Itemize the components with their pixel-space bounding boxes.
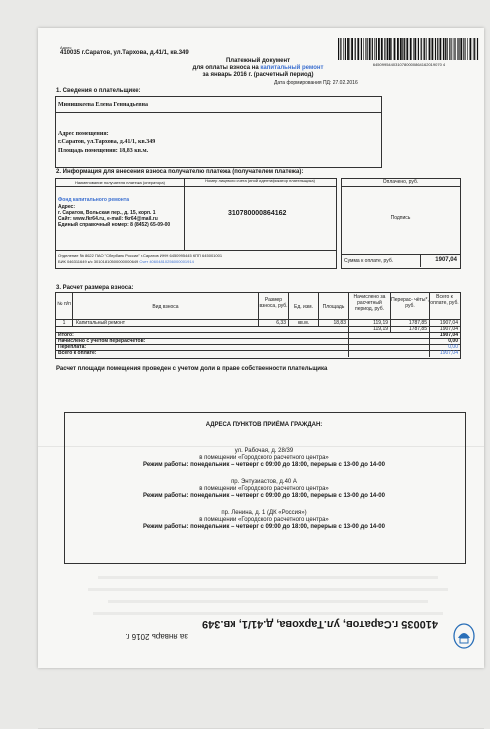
barcode-bar bbox=[443, 38, 444, 60]
barcode-bar bbox=[454, 38, 455, 60]
barcode-bar bbox=[384, 38, 385, 60]
barcode-bar bbox=[460, 38, 462, 60]
divider bbox=[341, 254, 460, 255]
account-header: Номер лицевого счета (иной идентификатор плательщика) bbox=[205, 178, 315, 183]
doc-subtitle bbox=[138, 65, 378, 72]
bank-details: Отделение № 8622 ПАО "Сбербанк России" г.Саратов ИНН 6450995445 КПП 645001001 bbox=[58, 253, 223, 258]
barcode-bar bbox=[400, 38, 402, 60]
office-place: в помещении «Городского расчетного центра» bbox=[199, 517, 329, 523]
barcode bbox=[338, 38, 480, 60]
row-recalc: 1787,85 bbox=[408, 320, 427, 326]
barcode-bar bbox=[402, 38, 403, 60]
barcode-bar bbox=[389, 38, 391, 60]
back-address: 410035 г.Саратов, ул.Тархова, д.41/1, кв.349 bbox=[202, 618, 438, 630]
row-unit: кв.м. bbox=[297, 320, 310, 326]
barcode-bar bbox=[351, 38, 353, 60]
show-through bbox=[88, 588, 448, 591]
formed-date: Дата формирования ПД: 27.02.2016 bbox=[274, 80, 358, 86]
divider bbox=[55, 250, 336, 251]
barcode-bar bbox=[459, 38, 460, 60]
barcode-bar bbox=[463, 38, 464, 60]
divider bbox=[55, 344, 460, 345]
barcode-bar bbox=[376, 38, 377, 60]
office-hours: Режим работы: понедельник – четверг с 09:00 до 18:00, перерыв с 13-00 до 14-00 bbox=[143, 462, 385, 468]
row-rate: 6,33 bbox=[276, 320, 286, 326]
signature-label: Подпись bbox=[390, 215, 411, 221]
doc-period: за январь 2016 г. (расчетный период) bbox=[202, 72, 314, 78]
col-header-num: № п/п bbox=[57, 301, 71, 307]
barcode-bar bbox=[447, 38, 448, 60]
barcode-bar bbox=[457, 38, 458, 60]
barcode-bar bbox=[455, 38, 456, 60]
subtotal-charged: 119,19 bbox=[373, 326, 388, 332]
row-type: Капитальный ремонт bbox=[76, 320, 126, 326]
bank-bik: БИК 046311649 к/с 30101810500000000649 bbox=[58, 259, 140, 264]
barcode-bar bbox=[381, 38, 383, 60]
office-address: ул. Рабочая, д. 28/39 bbox=[234, 448, 294, 454]
barcode-bar bbox=[451, 38, 452, 60]
payer-name: Минишкеева Елена Геннадьевна bbox=[58, 102, 148, 108]
divider bbox=[55, 112, 381, 113]
barcode-bar bbox=[440, 38, 442, 60]
office-address: пр. Энтузиастов, д.40 А bbox=[231, 479, 297, 485]
row-num: 1 bbox=[62, 320, 66, 326]
subtotal-recalc: 1787,85 bbox=[408, 326, 427, 332]
barcode-bar bbox=[410, 38, 412, 60]
barcode-number: 6450995440310780000864162019070 4 bbox=[372, 62, 446, 67]
col-header-type: Вид взноса bbox=[152, 304, 179, 310]
offices-title: АДРЕСА ПУНКТОВ ПРИЁМА ГРАЖДАН: bbox=[205, 422, 323, 428]
office-2 bbox=[64, 479, 464, 500]
barcode-bar bbox=[394, 38, 396, 60]
barcode-bar bbox=[426, 38, 427, 60]
barcode-bar bbox=[357, 38, 359, 60]
barcode-bar bbox=[367, 38, 368, 60]
overpay-label: Переплата: bbox=[58, 344, 87, 350]
account-number: 310780000864162 bbox=[228, 210, 287, 217]
address-value: г.Саратов, ул.Тархова, д.41/1, кв.349 bbox=[58, 139, 156, 145]
barcode-bar bbox=[453, 38, 454, 60]
barcode-bar bbox=[445, 38, 446, 60]
office-1 bbox=[64, 448, 464, 469]
sum-label: Сумма к оплате, руб. bbox=[344, 258, 394, 264]
row-total: 1907,04 bbox=[439, 320, 458, 326]
barcode-bar bbox=[449, 38, 450, 60]
col-header-rate: Размер взноса, руб. bbox=[259, 297, 288, 309]
fund-name: Фонд капитального ремонта bbox=[58, 197, 130, 203]
recipient-section-title: 2. Информация для внесения взноса получателю платежа (получателем платежа): bbox=[56, 169, 304, 175]
fund-phone: Единый справочный номер: 8 (8452) 65-09-00 bbox=[58, 222, 171, 228]
barcode-bar bbox=[414, 38, 416, 60]
recipient-name-header: Наименование получателя платежа (оператора) bbox=[75, 180, 165, 185]
show-through bbox=[93, 612, 443, 615]
office-place: в помещении «Городского расчетного центра» bbox=[199, 455, 329, 461]
sum-value: 1907,04 bbox=[435, 257, 457, 263]
barcode-bar bbox=[345, 38, 346, 60]
barcode-bar bbox=[365, 38, 366, 60]
col-header-total: Всего к оплате, руб. bbox=[430, 294, 459, 306]
barcode-bar bbox=[406, 38, 408, 60]
bank-account-link: Счет 40604810256000001914 bbox=[139, 259, 194, 264]
col-header-unit: Ед. изм. bbox=[294, 304, 313, 310]
divider bbox=[55, 186, 336, 187]
area-label: Площадь помещения: 18,83 кв.м. bbox=[58, 148, 149, 154]
barcode-bar bbox=[473, 38, 474, 60]
capital-repair-link: капитальный ремонт bbox=[260, 65, 324, 71]
address-label: Адрес помещения: bbox=[58, 131, 109, 137]
barcode-bar bbox=[343, 38, 344, 60]
col-header-recalc: Перерас- чёты*, руб. bbox=[391, 297, 429, 309]
recalc-value: 0,00 bbox=[448, 338, 458, 344]
barcode-bar bbox=[378, 38, 380, 60]
barcode-bar bbox=[437, 38, 438, 60]
barcode-bar bbox=[474, 38, 475, 60]
barcode-bar bbox=[347, 38, 349, 60]
barcode-bar bbox=[465, 38, 466, 60]
barcode-bar bbox=[404, 38, 405, 60]
fund-address-label: Адрес: bbox=[58, 204, 75, 210]
sender-label: Адрес bbox=[60, 45, 72, 50]
back-period: за январь 2016 г. bbox=[125, 632, 188, 641]
total-label: Итого: bbox=[58, 332, 74, 338]
divider bbox=[55, 350, 460, 351]
barcode-bar bbox=[413, 38, 414, 60]
row-charged: 119,19 bbox=[373, 320, 388, 326]
office-3 bbox=[64, 510, 464, 531]
payer-section-title: 1. Сведения о плательщике: bbox=[56, 88, 141, 94]
doc-subtitle-text: для оплаты взноса на bbox=[192, 65, 261, 71]
barcode-bar bbox=[391, 38, 392, 60]
barcode-bar bbox=[387, 38, 389, 60]
barcode-bar bbox=[477, 38, 478, 60]
payment-document-sheet bbox=[38, 28, 484, 668]
office-hours: Режим работы: понедельник – четверг с 09:00 до 18:00, перерыв с 13-00 до 14-00 bbox=[143, 524, 385, 530]
barcode-bar bbox=[470, 38, 472, 60]
barcode-bar bbox=[372, 38, 373, 60]
show-through bbox=[98, 576, 438, 579]
office-place: в помещении «Городского расчетного центра» bbox=[199, 486, 329, 492]
barcode-bar bbox=[338, 38, 339, 60]
divider bbox=[184, 178, 185, 250]
subtotal-total: 1907,04 bbox=[439, 326, 458, 332]
row-area: 18,83 bbox=[333, 320, 346, 326]
barcode-bar bbox=[355, 38, 356, 60]
col-header-charged: Начислено за расчетный период, руб. bbox=[353, 294, 386, 312]
grand-total-label: Всего к оплате: bbox=[58, 350, 97, 356]
fund-address: г. Саратов, Вольская пер., д. 15, корп. 1 bbox=[58, 210, 156, 216]
area-note: Расчет площади помещения проведен с учетом доли в праве собственности плательщика bbox=[56, 366, 328, 372]
barcode-bar bbox=[361, 38, 362, 60]
fund-site: Сайт: www.fkr64.ru, e-mail: fkr64@mail.ru bbox=[58, 216, 158, 222]
barcode-bar bbox=[432, 38, 434, 60]
divider bbox=[55, 332, 460, 333]
bank-details-line2 bbox=[58, 259, 194, 264]
barcode-bar bbox=[424, 38, 425, 60]
show-through bbox=[108, 600, 428, 603]
sender-address: 410035 г.Саратов, ул.Тархова, д.41/1, кв.349 bbox=[60, 50, 189, 56]
barcode-bar bbox=[397, 38, 399, 60]
payment-box bbox=[341, 178, 461, 269]
office-hours: Режим работы: понедельник – четверг с 09:00 до 18:00, перерыв с 13-00 до 14-00 bbox=[143, 493, 385, 499]
grand-total-value: 1907,04 bbox=[439, 350, 458, 356]
barcode-bar bbox=[418, 38, 419, 60]
recalc-label: Начислено с учетом перерасчетов: bbox=[58, 338, 146, 344]
divider bbox=[341, 186, 460, 187]
calc-section-title: 3. Расчет размера взноса: bbox=[56, 285, 134, 291]
barcode-bar bbox=[363, 38, 364, 60]
paid-label: Оплачено, руб. bbox=[382, 179, 419, 185]
barcode-bar bbox=[374, 38, 375, 60]
barcode-bar bbox=[350, 38, 351, 60]
overpay-value: 0,00 bbox=[448, 344, 458, 350]
barcode-bar bbox=[369, 38, 371, 60]
barcode-bar bbox=[340, 38, 341, 60]
barcode-bar bbox=[423, 38, 424, 60]
barcode-bar bbox=[467, 38, 468, 60]
office-address: пр. Ленина, д. 1 (ДК «Россия») bbox=[221, 510, 307, 516]
total-value: 1907,04 bbox=[439, 332, 458, 338]
barcode-bar bbox=[435, 38, 436, 60]
fund-logo-icon bbox=[452, 622, 476, 650]
col-header-area: Площадь bbox=[322, 304, 345, 310]
barcode-bar bbox=[429, 38, 431, 60]
barcode-bar bbox=[421, 38, 422, 60]
doc-title: Платежный документ bbox=[225, 58, 291, 64]
